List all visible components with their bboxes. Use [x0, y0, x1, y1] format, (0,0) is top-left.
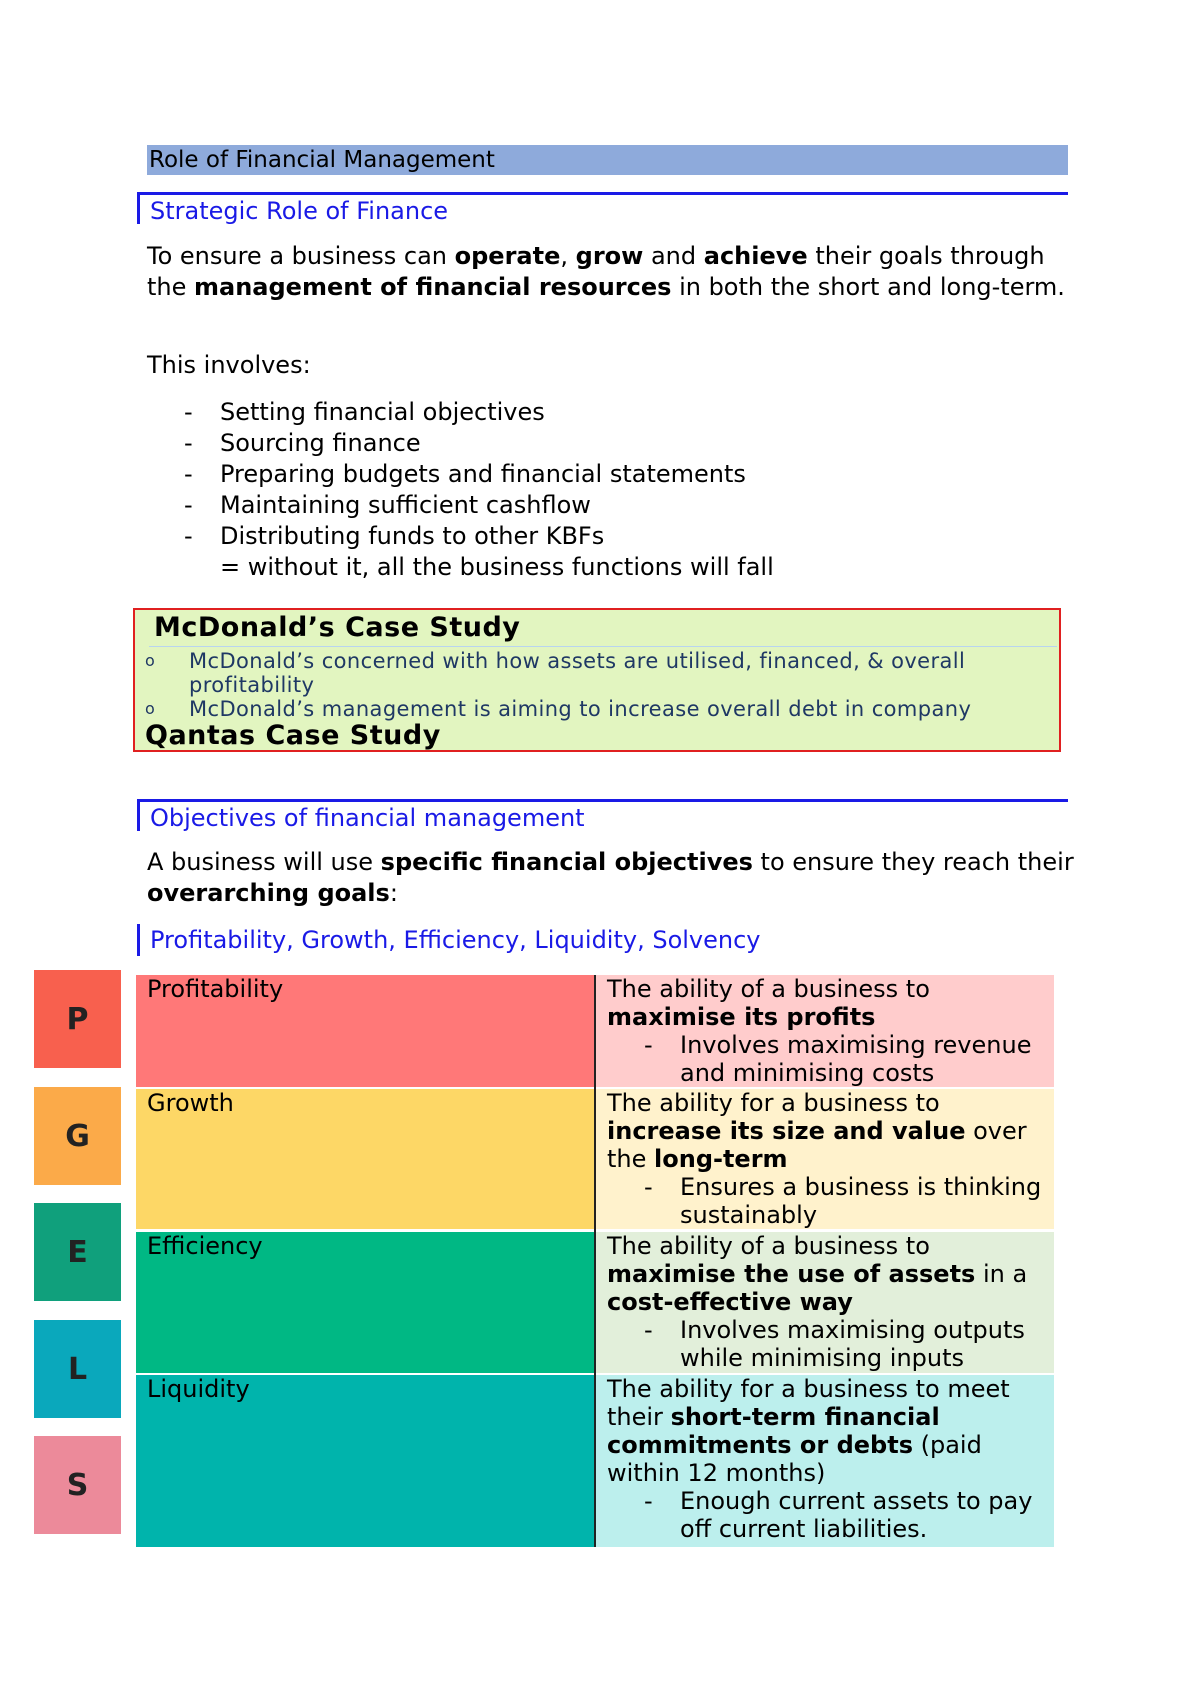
objective-description: The ability of a business to maximise the use of assets in a cost-effective way - Involves maximising outputs while minimising inputs: [596, 1232, 1054, 1373]
objective-description: The ability for a business to increase its size and value over the long-term - Ensures a business is thinking sustainably: [596, 1089, 1054, 1229]
case-study-box: McDonald’s Case Study o McDonald’s concerned with how assets are utilised, financed, & overall profitability o McDonald’s management is aiming to increase overall debt in company Qantas Case Study: [133, 608, 1061, 752]
list-item: - Preparing budgets and financial statements: [184, 460, 746, 488]
objective-name: Efficiency: [136, 1232, 594, 1373]
letter-tile-g: G: [34, 1087, 121, 1185]
objective-bullet: - Involves maximising revenue and minimising costs: [644, 1031, 1032, 1087]
letter-tile-e: E: [34, 1203, 121, 1301]
page-title: Role of Financial Management: [147, 145, 1068, 175]
involves-label: This involves:: [147, 351, 311, 379]
case-study-title-mcdonalds: McDonald’s Case Study: [154, 612, 521, 643]
objectives-subheading: Profitability, Growth, Efficiency, Liquidity, Solvency: [137, 924, 761, 956]
case-study-divider: [149, 646, 1057, 647]
objective-bullet: - Enough current assets to pay off current liabilities.: [644, 1487, 1033, 1543]
objective-name: Liquidity: [136, 1375, 594, 1547]
circle-bullet-icon: o: [145, 699, 156, 718]
objectives-intro: A business will use specific financial objectives to ensure they reach their overarching goals:: [147, 848, 1074, 907]
case-study-title-qantas: Qantas Case Study: [145, 720, 441, 751]
involves-list: [147, 397, 1077, 583]
section-heading-strategic-role: Strategic Role of Finance: [137, 192, 1068, 224]
objective-description: The ability for a business to meet their short-term financial commitments or debts (paid within 12 months) - Enough current assets to pay off current liabilities.: [596, 1375, 1054, 1547]
circle-bullet-icon: o: [145, 651, 156, 670]
objective-bullet: - Involves maximising outputs while minimising inputs: [644, 1316, 1025, 1372]
section-heading-objectives: Objectives of financial management: [137, 799, 1068, 831]
letter-tile-s: S: [34, 1436, 121, 1534]
letter-tile-l: L: [34, 1320, 121, 1418]
list-item: - Maintaining sufficient cashflow: [184, 491, 591, 519]
letter-tile-p: P: [34, 970, 121, 1068]
list-item: - Setting financial objectives: [184, 398, 545, 426]
objective-name: Growth: [136, 1089, 594, 1229]
objective-bullet: - Ensures a business is thinking sustainably: [644, 1173, 1042, 1229]
list-item: - Sourcing finance: [184, 429, 421, 457]
list-item: - Distributing funds to other KBFs: [184, 522, 605, 550]
table-divider: [594, 975, 596, 1547]
strategic-role-intro: To ensure a business can operate, grow and achieve their goals through the management of financial resources in both the short and long-term.: [147, 242, 1065, 301]
objective-description: The ability of a business to maximise its profits - Involves maximising revenue and minimising costs: [596, 975, 1054, 1087]
list-conclusion: = without it, all the business functions will fall: [220, 553, 774, 581]
objective-name: Profitability: [136, 975, 594, 1087]
